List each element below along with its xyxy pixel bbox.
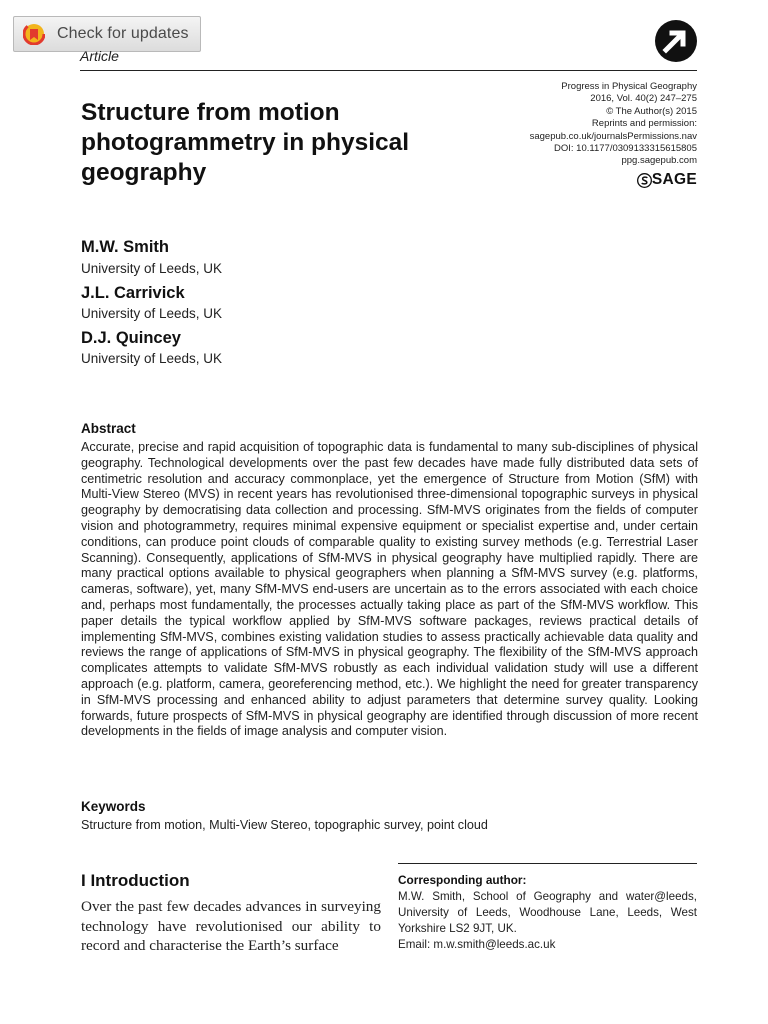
corresponding-author-address: M.W. Smith, School of Geography and water@leeds, University of Leeds, Woodhouse Lane, Leeds, West Yorkshire LS2 9JT, UK. bbox=[398, 890, 697, 935]
corresponding-author-details bbox=[398, 889, 697, 953]
sage-logo bbox=[637, 171, 697, 189]
introduction-heading: I Introduction bbox=[81, 871, 190, 890]
journal-volume: 2016, Vol. 40(2) 247–275 bbox=[590, 93, 697, 105]
check-for-updates-label: Check for updates bbox=[57, 25, 189, 42]
corresponding-author-heading: Corresponding author: bbox=[398, 873, 527, 887]
author-affiliation: University of Leeds, UK bbox=[81, 351, 223, 366]
author-affiliation: University of Leeds, UK bbox=[81, 261, 223, 276]
paper-title: Structure from motion photogrammetry in physical geography bbox=[81, 99, 410, 186]
journal-name: Progress in Physical Geography bbox=[561, 81, 697, 92]
doi-link[interactable]: DOI: 10.1177/0309133315615805 bbox=[554, 143, 697, 155]
copyright-line: © The Author(s) 2015 bbox=[606, 105, 697, 117]
corresponding-author-email[interactable]: Email: m.w.smith@leeds.ac.uk bbox=[398, 938, 556, 951]
keywords-heading: Keywords bbox=[81, 799, 146, 814]
publisher-name: SAGE bbox=[651, 171, 697, 188]
journal-website-link[interactable]: ppg.sagepub.com bbox=[621, 155, 697, 167]
author-name: J.L. Carrivick bbox=[81, 284, 185, 302]
check-for-updates-button[interactable] bbox=[13, 16, 201, 52]
abstract-body: Accurate, precise and rapid acquisition of topographic data is fundamental to many sub-disciplines of physical geography. Technological developments over the past few decades have made fully distributed data sets of centimetric resolution and accuracy commonplace, yet the emergence of Structure from Motion (SfM) with Multi-View Stereo (MVS) in recent years has revolutionised three-dimensional topographic surveys in physical geography by democratising data collection and processing. SfM-MVS originates from the fields of computer vision and photogrammetry, requires minimal expensive equipment or specialist expertise and, under certain conditions, can produce point clouds of comparable quality to existing survey methods (e.g. Terrestrial Laser Scanning). Consequently, applications of SfM-MVS in physical geography have multiplied rapidly. There are many practical options available to physical geographers when planning a SfM-MVS survey (e.g. platforms, cameras, software), yet, many SfM-MVS end-users are uncertain as to the errors associated with each choice and, perhaps most fundamentally, the processes actually taking place as part of the SfM-MVS workflow. This paper details the typical workflow applied by SfM-MVS software packages, reviews practical details of implementing SfM-MVS, combines existing validation studies to assess practically achievable data quality and reviews the range of applications of SfM-MVS in physical geography. The flexibility of the SfM-MVS approach complicates attempts to validate SfM-MVS robustly as each individual validation study will use a different approach (e.g. platform, camera, georeferencing method, etc.). We highlight the need for greater transparency in SfM-MVS processing and enhanced ability to adjust parameters that determine survey quality. Looking forwards, future prospects of SfM-MVS in physical geography are identified through discussion of more recent developments in the fields of image analysis and computer vision. bbox=[81, 440, 698, 739]
footnote-divider bbox=[398, 863, 697, 864]
permissions-link[interactable]: sagepub.co.uk/journalsPermissions.nav bbox=[529, 130, 697, 142]
bookmark-ring-icon bbox=[23, 23, 45, 45]
arrow-circle-icon bbox=[655, 20, 697, 62]
abstract-heading: Abstract bbox=[81, 421, 136, 436]
journal-info bbox=[530, 81, 697, 168]
article-type-label: Article bbox=[80, 48, 119, 64]
introduction-body: Over the past few decades advances in surveying technology have revolutionised our ability to record and characterise the Earth’s surface bbox=[81, 898, 381, 954]
author-affiliation: University of Leeds, UK bbox=[81, 306, 223, 321]
sage-s-icon bbox=[637, 173, 652, 188]
header-divider bbox=[80, 70, 697, 71]
author-name: M.W. Smith bbox=[81, 238, 169, 256]
keywords-list: Structure from motion, Multi-View Stereo, topographic survey, point cloud bbox=[81, 818, 488, 832]
reprints-line: Reprints and permission: bbox=[591, 118, 697, 130]
author-name: D.J. Quincey bbox=[81, 329, 181, 347]
